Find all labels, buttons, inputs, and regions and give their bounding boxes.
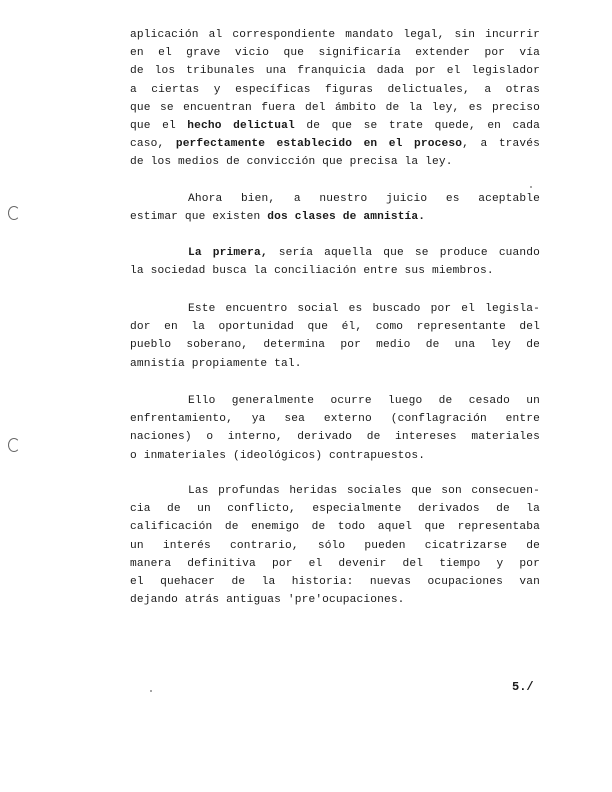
text-line: manera definitiva por el devenir del tiempo y por [130,557,540,570]
text-line: dor en la oportunidad que él, como representante del [130,321,540,334]
paragraph-6 [130,482,540,609]
paragraph-5 [130,392,540,465]
text-line: La primera, sería aquella que se produce cuando [188,247,540,259]
paragraph-1 [130,26,540,172]
text-line: pueblo soberano, determina por medio de una ley de [130,339,540,352]
text-line: de los medios de convicción que precisa la ley. [130,156,453,169]
text-line: de los tribunales una franquicia dada por el legislador [130,65,540,78]
text-line: caso, perfectamente establecido en el proceso, a través [130,138,540,151]
scan-speck [530,186,532,188]
text-line: o inmateriales (ideológicos) contrapuestos. [130,449,426,462]
page-number: 5./ [512,680,534,694]
text-line: Ello generalmente ocurre luego de cesado un [188,395,540,407]
text-line: estimar que existen dos clases de amnistía. [130,211,426,224]
text-line: naciones) o interno, derivado de intereses materiales [130,431,540,444]
text-line: cia de un conflicto, especialmente derivados de la [130,503,540,516]
text-line: un interés contrario, sólo pueden cicatrizarse de [130,539,540,552]
text-line: en el grave vicio que significaría extender por vía [130,47,540,60]
text-line: Este encuentro social es buscado por el legisla- [188,303,540,315]
text-line: enfrentamiento, ya sea externo (conflagración entre [130,413,540,426]
hole-punch-mark-bottom [8,438,20,452]
paragraph-4 [130,300,540,373]
text-line: Ahora bien, a nuestro juicio es aceptable [188,193,540,205]
hole-punch-mark-top [8,206,20,220]
text-line: calificación de enemigo de todo aquel que representaba [130,521,540,534]
text-line: Las profundas heridas sociales que son consecuen- [188,485,540,497]
text-line: a ciertas y específicas figuras delictuales, a otras [130,83,540,96]
text-line: dejando atrás antiguas 'pre'ocupaciones. [130,594,405,607]
text-line: que se encuentran fuera del ámbito de la ley, es preciso [130,101,540,114]
paragraph-3 [130,244,540,280]
text-line: amnistía propiamente tal. [130,357,302,370]
scan-speck [150,690,152,692]
text-line: la sociedad busca la conciliación entre sus miembros. [130,265,494,278]
text-line: que el hecho delictual de que se trate quede, en cada [130,119,540,132]
text-line: el quehacer de la historia: nuevas ocupaciones van [130,575,540,588]
paragraph-2 [130,190,540,226]
text-line: aplicación al correspondiente mandato legal, sin incurrir [130,29,540,41]
